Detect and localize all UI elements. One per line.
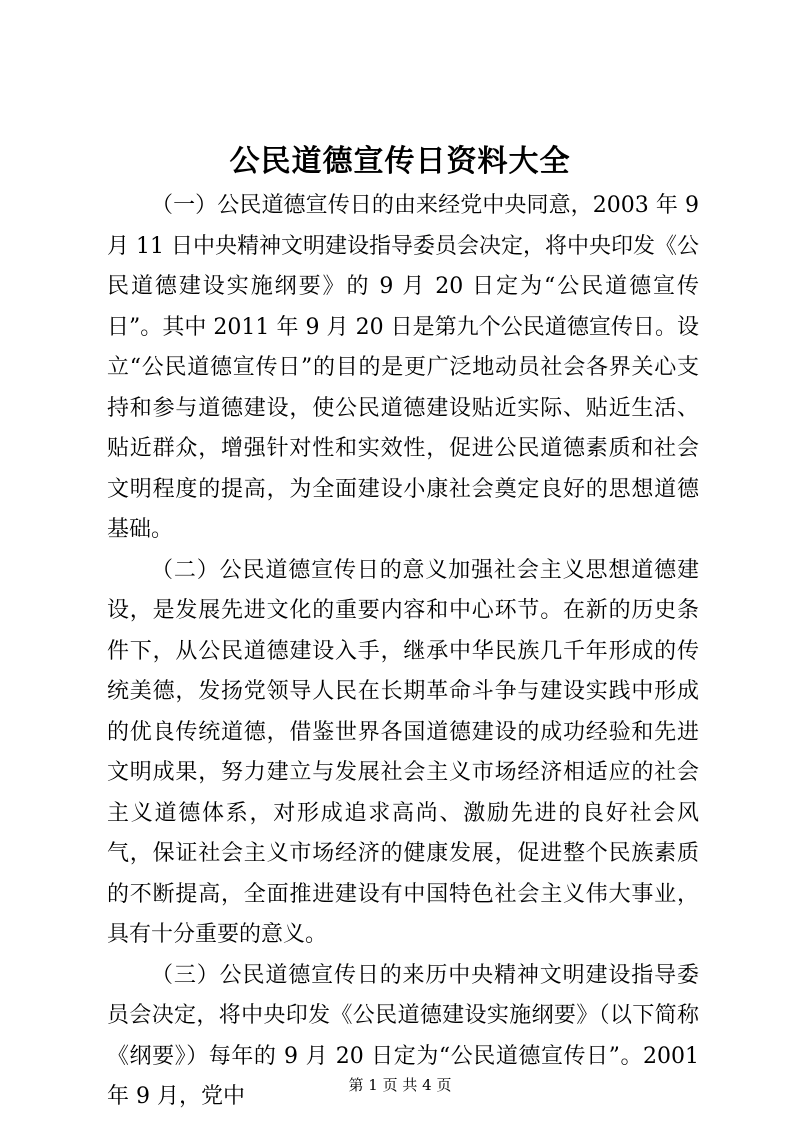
document-title: 公民道德宣传日资料大全 [229,144,571,179]
paragraph-2: （二）公民道德宣传日的意义加强社会主义思想道德建设，是发展先进文化的重要内容和中心环节。在新的历史条件下，从公民道德建设入手，继承中华民族几千年形成的传统美德，发扬党领导人民在长期革命斗争与建设实践中形成的优良传统道德，借鉴世界各国道德建设的成功经验和先进文明成果，努力建立与发展社会主义市场经济相适应的社会主义道德体系，对形成追求高尚、激励先进的良好社会风气，保证社会主义市场经济的健康发展，促进整个民族素质的不断提高，全面推进建设有中国特色社会主义伟大事业，具有十分重要的意义。 [107,557,699,947]
document-body [107,186,699,1118]
paragraph-1: （一）公民道德宣传日的由来经党中央同意，2003 年 9 月 11 日中央精神文明建设指导委员会决定，将中央印发《公民道德建设实施纲要》的 9 月 20 日定为“公民道德宣传日”。其中 2011 年 9 月 20 日是第九个公民道德宣传日。设立“公民道德宣传日”的目的是更广泛地动员社会各界关心支持和参与道德建设，使公民道德建设贴近实际、贴近生活、贴近群众，增强针对性和实效性，促进公民道德素质和社会文明程度的提高，为全面建设小康社会奠定良好的思想道德基础。 [107,193,699,542]
page-footer: 第 1 页 共 4 页 [348,1076,452,1094]
paragraph-3: （三）公民道德宣传日的来历中央精神文明建设指导委员会决定，将中央印发《公民道德建设实施纲要》（以下简称《纲要》）每年的 9 月 20 日定为“公民道德宣传日”。2001 年 9 月，党中 [107,962,699,1109]
